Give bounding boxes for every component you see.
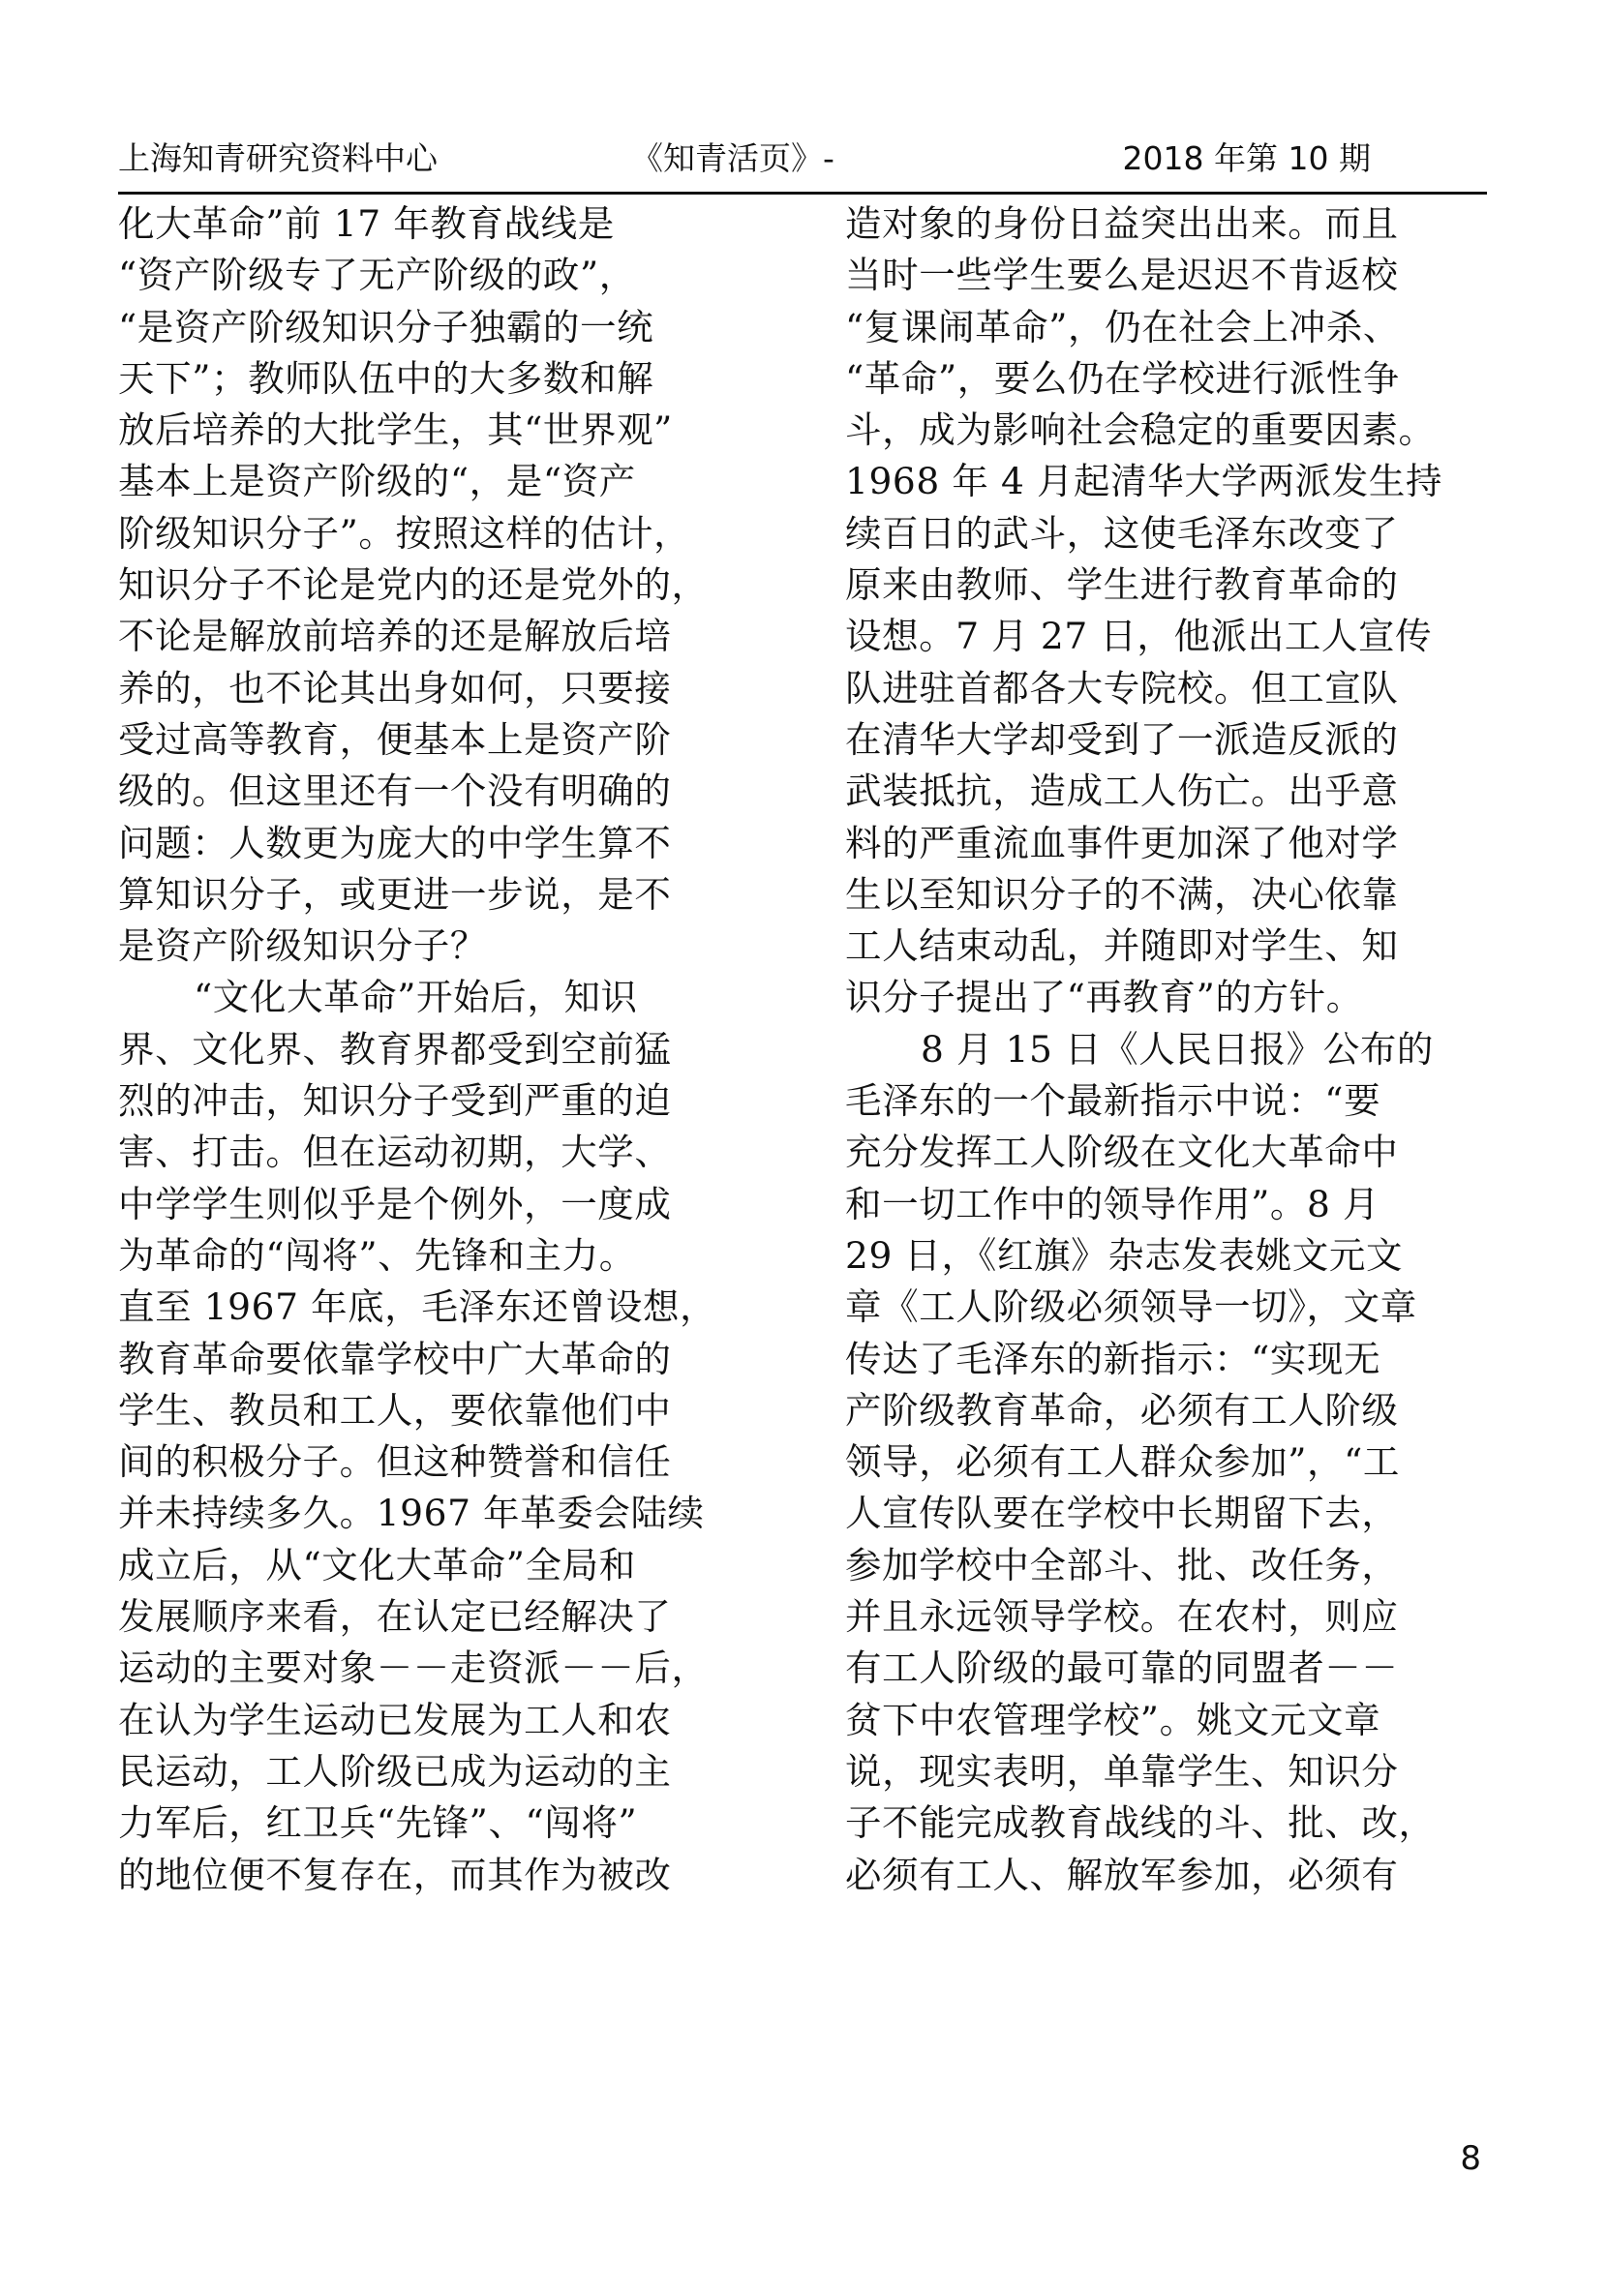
text-line: 教育革命要依靠学校中广大革命的 [118,1337,672,1380]
text-line: 并未持续多久。1967 年革委会陆续 [118,1492,705,1535]
text-line: 是资产阶级知识分子？ [118,924,487,968]
text-line: 间的积极分子。但这种赞誉和信任 [118,1440,672,1484]
text-line: 在清华大学却受到了一派造反派的 [845,717,1399,761]
text-line: 原来由教师、学生进行教育革命的 [845,563,1399,607]
text-line: 队进驻首都各大专院校。但工宣队 [845,666,1399,710]
text-line: 成立后，从“文化大革命”全局和 [118,1543,636,1586]
text-line: 养的，也不论其出身如何，只要接 [118,666,672,710]
text-line: 问题：人数更为庞大的中学生算不 [118,821,672,864]
text-column-left [118,198,776,1901]
page-header [118,134,1487,184]
text-line: 的地位便不复存在，而其作为被改 [118,1853,672,1896]
text-line: 有工人阶级的最可靠的同盟者－－ [845,1646,1399,1690]
text-line: 设想。7 月 27 日，他派出工人宣传 [845,615,1433,658]
text-line: 为革命的“闯将”、先锋和主力。 [118,1233,636,1277]
text-line: 阶级知识分子”。按照这样的估计， [118,511,691,555]
text-line: 当时一些学生要么是迟迟不肯返校 [845,254,1399,297]
text-line: 领导，必须有工人群众参加”，“工 [845,1440,1400,1484]
text-line: 料的严重流血事件更加深了他对学 [845,821,1399,864]
text-line: 贫下中农管理学校”。姚文元文章 [845,1698,1381,1741]
text-line: 人宣传队要在学校中长期留下去， [845,1492,1399,1535]
text-line: 8 月 15 日《人民日报》公布的 [921,1027,1435,1071]
text-line: “革命”，要么仍在学校进行派性争 [845,356,1400,400]
text-line: 不论是解放前培养的还是解放后培 [118,615,672,658]
text-line: 武装抵抗，造成工人伤亡。出乎意 [845,770,1399,813]
text-line: 和一切工作中的领导作用”。8 月 [845,1182,1380,1225]
header-issue: 2018 年第 10 期 [1122,139,1371,177]
text-line: “复课闹革命”，仍在社会上冲杀、 [845,305,1400,348]
text-line: 生以至知识分子的不满，决心依靠 [845,872,1399,916]
header-publication: 《知青活页》- [631,139,834,177]
text-line: 天下”；教师队伍中的大多数和解 [118,356,654,400]
text-line: 毛泽东的一个最新指示中说：“要 [845,1079,1381,1123]
text-line: 受过高等教育，便基本上是资产阶 [118,717,672,761]
text-line: 造对象的身份日益突出出来。而且 [845,202,1399,245]
text-line: 充分发挥工人阶级在文化大革命中 [845,1131,1399,1174]
text-line: “文化大革命”开始后，知识 [194,976,638,1019]
text-line: 续百日的武斗，这使毛泽东改变了 [845,511,1399,555]
text-line: 害、打击。但在运动初期，大学、 [118,1131,672,1174]
text-line: 在认为学生运动已发展为工人和农 [118,1698,672,1741]
text-line: 界、文化界、教育界都受到空前猛 [118,1027,672,1071]
text-line: 学生、教员和工人，要依靠他们中 [118,1388,672,1432]
text-column-right [845,198,1503,1901]
text-line: 参加学校中全部斗、批、改任务， [845,1543,1399,1586]
text-line: 发展顺序来看，在认定已经解决了 [118,1595,672,1639]
text-line: 识分子提出了“再教育”的方针。 [845,976,1363,1019]
header-organization: 上海知青研究资料中心 [118,139,438,177]
text-line: “资产阶级专了无产阶级的政”， [118,254,636,297]
text-line: 29 日，《红旗》杂志发表姚文元文 [845,1233,1404,1277]
page-number: 8 [1460,2139,1481,2178]
text-line: 传达了毛泽东的新指示：“实现无 [845,1337,1381,1380]
text-line: 1968 年 4 月起清华大学两派发生持 [845,460,1443,503]
text-line: 章《工人阶级必须领导一切》，文章 [845,1285,1417,1329]
text-line: 子不能完成教育战线的斗、批、改， [845,1801,1436,1845]
header-divider [118,192,1487,195]
text-line: 直至 1967 年底，毛泽东还曾设想， [118,1285,717,1329]
text-line: 中学学生则似乎是个例外，一度成 [118,1182,672,1225]
text-line: 斗，成为影响社会稳定的重要因素。 [845,408,1436,452]
text-line: 算知识分子，或更进一步说，是不 [118,872,672,916]
text-line: 说，现实表明，单靠学生、知识分 [845,1749,1399,1793]
text-line: 级的。但这里还有一个没有明确的 [118,770,672,813]
text-line: 产阶级教育革命，必须有工人阶级 [845,1388,1399,1432]
text-line: 知识分子不论是党内的还是党外的， [118,563,709,607]
text-line: 化大革命”前 17 年教育战线是 [118,202,615,245]
text-line: 工人结束动乱，并随即对学生、知 [845,924,1399,968]
text-line: 并且永远领导学校。在农村，则应 [845,1595,1399,1639]
text-line: “是资产阶级知识分子独霸的一统 [118,305,654,348]
text-line: 基本上是资产阶级的“，是“资产 [118,460,636,503]
text-line: 民运动，工人阶级已成为运动的主 [118,1749,672,1793]
text-line: 运动的主要对象－－走资派－－后， [118,1646,709,1690]
text-line: 必须有工人、解放军参加，必须有 [845,1853,1399,1896]
text-line: 烈的冲击，知识分子受到严重的迫 [118,1079,672,1123]
text-line: 力军后，红卫兵“先锋”、“闯将” [118,1801,638,1845]
text-line: 放后培养的大批学生，其“世界观” [118,408,673,452]
